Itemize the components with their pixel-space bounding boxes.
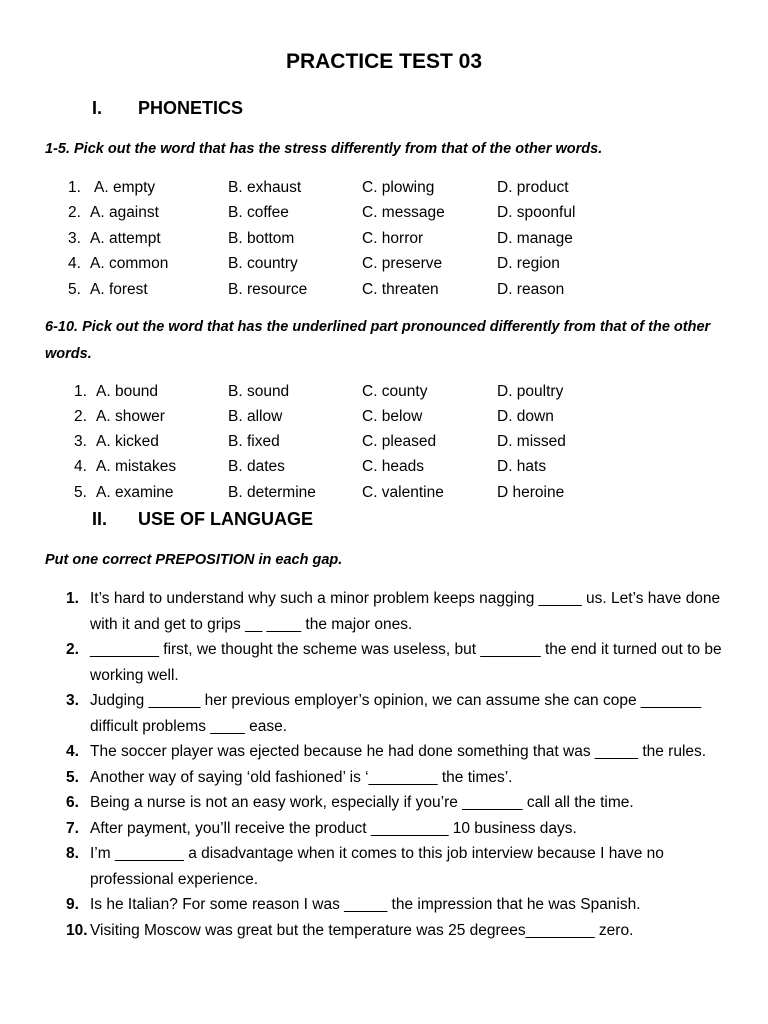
option-a: A. examine <box>96 484 174 501</box>
question-text: Judging ______ her previous employer’s opinion, we can assume she can cope _______ difficult problems ____ ease. <box>90 692 702 735</box>
option-b: B. fixed <box>228 433 280 450</box>
question-number: 6. <box>66 794 79 811</box>
item-number: 5. <box>74 484 87 501</box>
item-number: 3. <box>68 230 81 247</box>
question-text: Being a nurse is not an easy work, especially if you’re _______ call all the time. <box>90 794 634 811</box>
option-d: D. manage <box>497 230 573 247</box>
question-text: I’m ________ a disadvantage when it comes to this job interview because I have no professional experience. <box>90 845 664 888</box>
option-c: C. below <box>362 408 423 425</box>
question-number: 5. <box>66 768 79 786</box>
option-c: C. threaten <box>362 281 439 298</box>
section-label: PHONETICS <box>138 98 244 118</box>
option-b: B. coffee <box>228 204 289 221</box>
item-number: 2. <box>74 408 87 425</box>
item-number: 4. <box>74 458 87 475</box>
option-c: C. valentine <box>362 484 444 501</box>
item-number: 1. <box>74 383 87 400</box>
option-c: C. pleased <box>362 433 437 450</box>
question-number: 3. <box>66 692 79 709</box>
option-a: A. bound <box>96 383 159 400</box>
instruction-stress: 1-5. Pick out the word that has the stress differently from that of the other words. <box>45 141 603 157</box>
section-number: II. <box>92 509 108 529</box>
item-number: 2. <box>68 204 81 221</box>
question-number: 10. <box>66 921 88 939</box>
option-a: A. against <box>90 204 159 221</box>
option-b: B. sound <box>228 383 290 400</box>
question-text: Visiting Moscow was great but the temperature was 25 degrees________ zero. <box>90 921 634 939</box>
option-b: B. exhaust <box>228 179 302 196</box>
item-number: 1. <box>68 179 81 196</box>
option-d: D. hats <box>497 458 547 475</box>
option-a: A. common <box>90 255 169 272</box>
option-c: C. message <box>362 204 445 221</box>
item-number: 4. <box>68 255 81 272</box>
option-d: D. product <box>497 179 569 196</box>
instruction-pronunciation: 6-10. Pick out the word that has the underlined part pronounced differently from that of the other words. <box>45 319 711 362</box>
instruction-preposition: Put one correct PREPOSITION in each gap. <box>45 552 343 568</box>
question-text: After payment, you’ll receive the product _________ 10 business days. <box>90 819 577 837</box>
question-item <box>66 688 726 739</box>
option-b: B. determine <box>228 484 316 501</box>
option-a: A. forest <box>90 281 148 298</box>
page-title: PRACTICE TEST 03 <box>285 50 483 73</box>
option-a: A. mistakes <box>96 458 177 475</box>
option-b: B. bottom <box>228 230 295 247</box>
question-text: Another way of saying ‘old fashioned’ is ‘________ the times’. <box>90 768 513 786</box>
question-item <box>66 765 726 791</box>
question-number: 8. <box>66 845 79 862</box>
option-d: D. spoonful <box>497 204 576 221</box>
option-d: D. poultry <box>497 383 564 400</box>
option-a: A. empty <box>94 179 156 196</box>
option-d: D. region <box>497 255 560 272</box>
question-text: Is he Italian? For some reason I was _____ the impression that he was Spanish. <box>90 896 641 913</box>
question-number: 9. <box>66 896 79 913</box>
option-b: B. resource <box>228 281 308 298</box>
option-b: B. allow <box>228 408 283 425</box>
section-heading-phonetics <box>92 98 243 119</box>
question-number: 2. <box>66 641 79 658</box>
question-number: 7. <box>66 819 79 837</box>
item-number: 5. <box>68 281 81 298</box>
option-d: D. down <box>497 408 554 425</box>
option-d: D heroine <box>497 484 565 501</box>
question-item <box>66 918 726 944</box>
option-a: A. shower <box>96 408 165 425</box>
question-item <box>66 816 726 842</box>
option-a: A. kicked <box>96 433 159 450</box>
option-c: C. horror <box>362 230 424 247</box>
section-label: USE OF LANGUAGE <box>138 509 314 529</box>
option-c: C. county <box>362 383 428 400</box>
option-b: B. dates <box>228 458 285 475</box>
preposition-questions <box>66 586 726 943</box>
option-d: D. reason <box>497 281 565 298</box>
section-heading-use-of-language <box>92 509 313 530</box>
question-item <box>66 892 726 918</box>
section-number: I. <box>92 98 103 118</box>
question-item <box>66 637 726 688</box>
question-text: ________ first, we thought the scheme was useless, but _______ the end it turned out to be working well. <box>90 641 722 684</box>
option-d: D. missed <box>497 433 566 450</box>
option-c: C. plowing <box>362 179 435 196</box>
question-item <box>66 586 726 637</box>
question-text: It’s hard to understand why such a minor problem keeps nagging _____ us. Let’s have done with it and get to grips __ ____ the major ones. <box>90 590 721 633</box>
option-a: A. attempt <box>90 230 161 247</box>
question-number: 4. <box>66 743 79 760</box>
question-item <box>66 841 726 892</box>
question-text: The soccer player was ejected because he had done something that was _____ the rules. <box>90 743 707 760</box>
question-item <box>66 790 726 816</box>
item-number: 3. <box>74 433 87 450</box>
option-c: C. heads <box>362 458 425 475</box>
option-c: C. preserve <box>362 255 443 272</box>
option-b: B. country <box>228 255 298 272</box>
question-number: 1. <box>66 590 79 607</box>
question-item <box>66 739 726 765</box>
